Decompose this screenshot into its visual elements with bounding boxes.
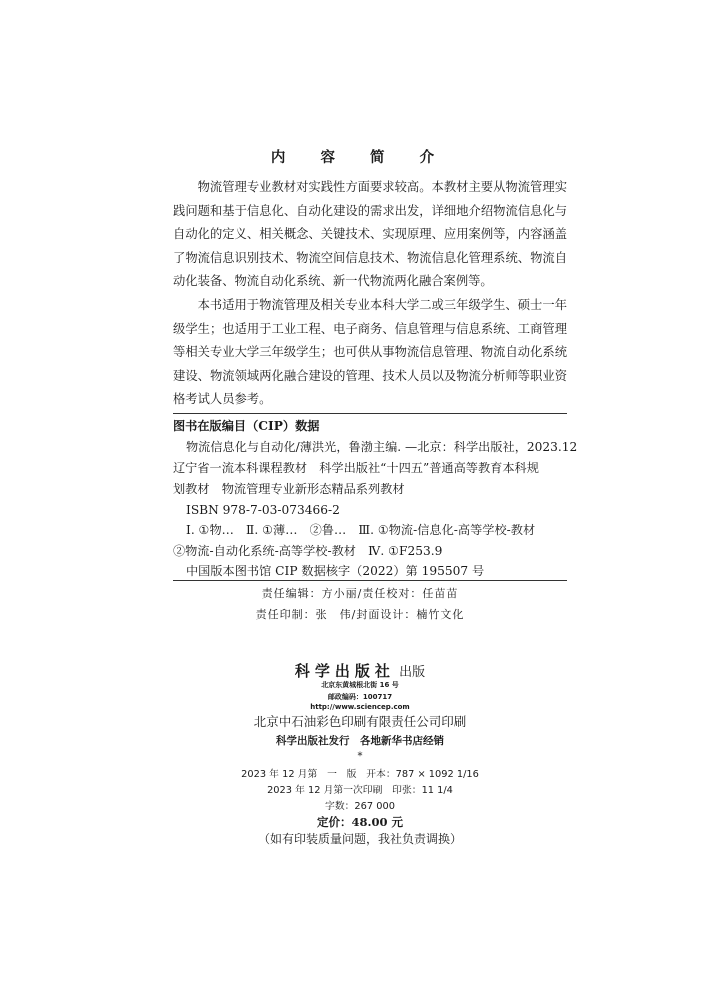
publisher-address: 北京东黄城根北街 16 号 bbox=[321, 681, 399, 689]
cip-heading: 图书在版编目（CIP）数据 bbox=[173, 419, 320, 433]
cip-line: 划教材 物流管理专业新形态精品系列教材 bbox=[173, 482, 405, 496]
cip-line: Ⅰ. ①物… Ⅱ. ①薄… ②鲁… Ⅲ. ①物流-信息化-高等学校-教材 bbox=[186, 523, 536, 537]
credits-line-1: 责任编辑：方小丽/责任校对：任苗苗 bbox=[261, 587, 459, 600]
cip-top-rule bbox=[173, 413, 567, 414]
quality-note: （如有印装质量问题，我社负责调换） bbox=[257, 832, 462, 846]
summary-body bbox=[173, 176, 567, 412]
price: 定价：48.00 元 bbox=[316, 815, 403, 829]
edition-info: 2023 年 12 月第 一 版 开本：787 × 1092 1/16 bbox=[241, 769, 479, 780]
distribution: 科学出版社发行 各地新华书店经销 bbox=[276, 735, 444, 747]
cip-isbn: ISBN 978-7-03-073466-2 bbox=[186, 503, 340, 517]
publisher-line bbox=[0, 660, 720, 681]
separator-star: * bbox=[357, 751, 363, 762]
printing-info: 2023 年 12 月第一次印刷 印张：11 1/4 bbox=[267, 785, 453, 796]
summary-title: 内 容 简 介 bbox=[270, 149, 450, 166]
publisher-suffix: 出版 bbox=[399, 665, 426, 680]
publisher-postcode: 邮政编码：100717 bbox=[327, 693, 393, 701]
summary-paragraph-2: 本书适用于物流管理及相关专业本科大学二或三年级学生、硕士一年级学生；也适用于工业工程、电子商务、信息管理与信息系统、工商管理等相关专业大学三年级学生；也可供从事物流信息管理、物流自动化系统建设、物流领域两化融合建设的管理、技术人员以及物流分析师等职业资格考试人员参考。 bbox=[173, 297, 567, 407]
cip-line: 物流信息化与自动化/薄洪光，鲁渤主编. —北京：科学出版社，2023.12 bbox=[186, 440, 578, 454]
publisher-url: http://www.sciencep.com bbox=[310, 703, 410, 711]
cip-bottom-rule bbox=[173, 580, 567, 581]
credits-line-2: 责任印制：张 伟/封面设计：楠竹文化 bbox=[255, 608, 465, 621]
publisher-logo: 科学出版社 bbox=[294, 662, 395, 680]
word-count: 字数：267 000 bbox=[325, 801, 395, 812]
printer: 北京中石油彩色印刷有限责任公司印刷 bbox=[253, 714, 467, 729]
summary-paragraph-1: 物流管理专业教材对实践性方面要求较高。本教材主要从物流管理实践问题和基于信息化、自动化建设的需求出发，详细地介绍物流信息化与自动化的定义、相关概念、关键技术、实现原理、应用案例等，内容涵盖了物流信息识别技术、物流空间信息技术、物流信息化管理系统、物流自动化装备、物流自动化系统、新一代物流两化融合案例等。 bbox=[173, 180, 567, 289]
cip-record-number: 中国版本图书馆 CIP 数据核字（2022）第 195507 号 bbox=[186, 564, 485, 578]
cip-line: ②物流-自动化系统-高等学校-教材 Ⅳ. ①F253.9 bbox=[173, 544, 443, 558]
cip-line: 辽宁省一流本科课程教材 科学出版社“十四五”普通高等教育本科规 bbox=[173, 461, 539, 475]
